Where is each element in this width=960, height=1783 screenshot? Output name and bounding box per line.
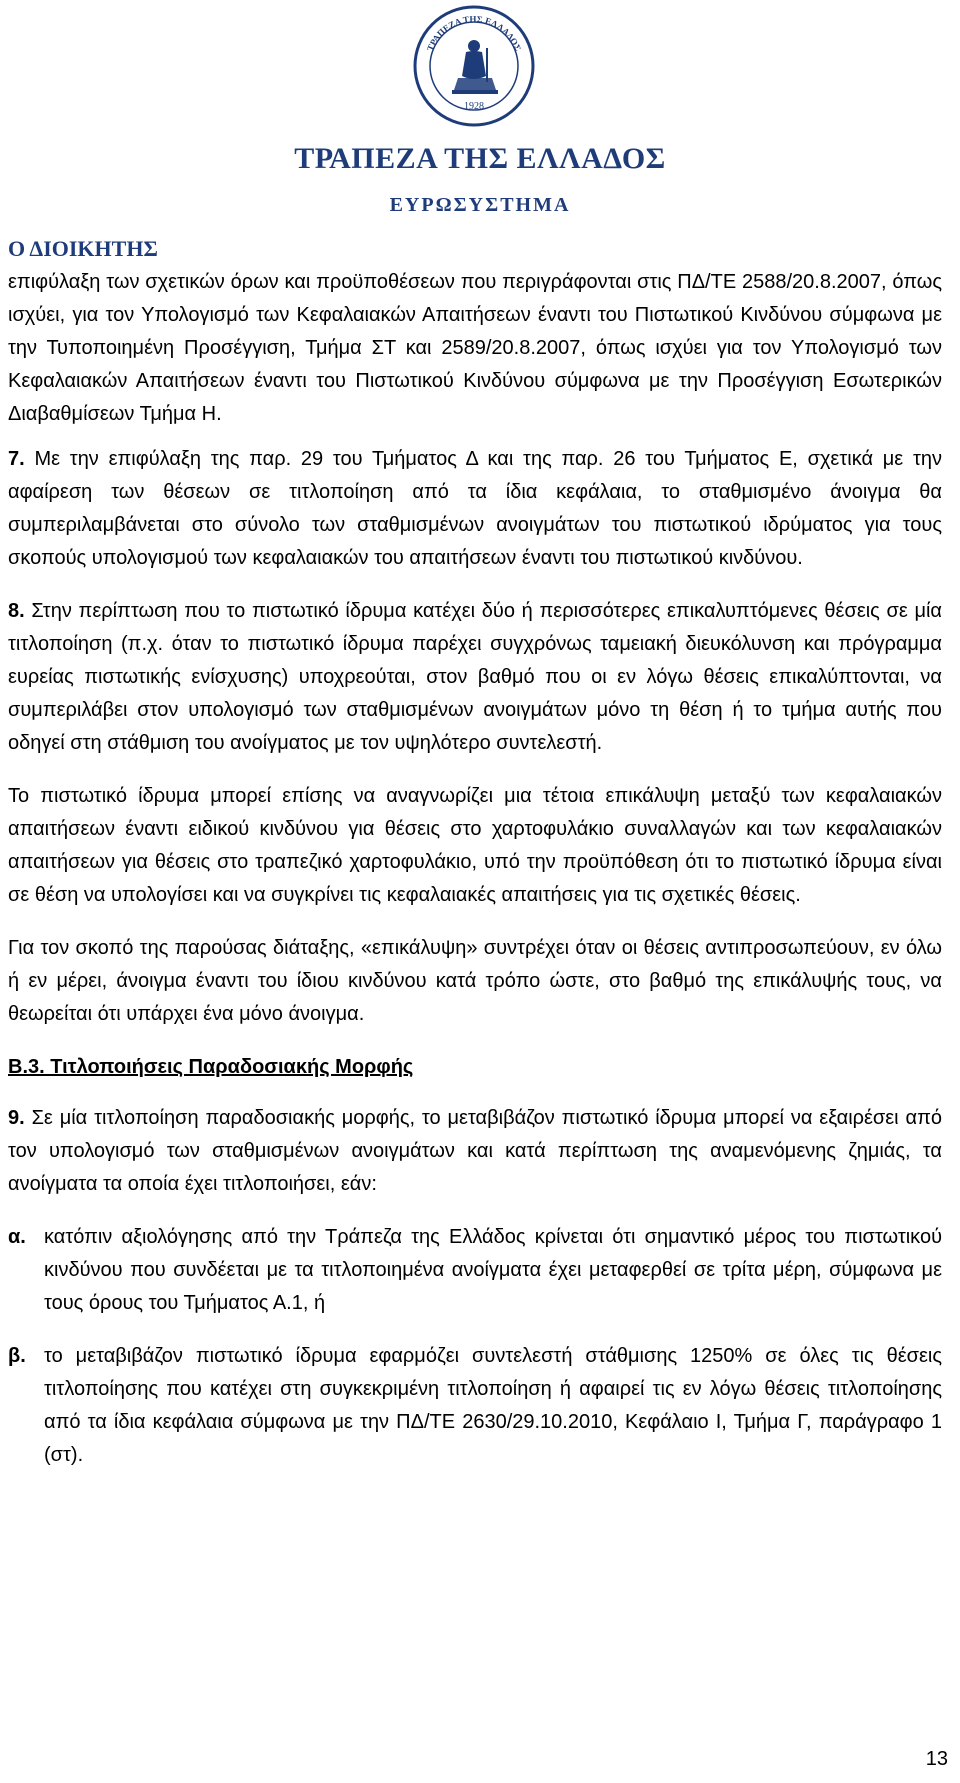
paragraph-number: 8. (8, 600, 25, 622)
list-text: κατόπιν αξιολόγησης από την Τράπεζα της Ελλάδος κρίνεται ότι σημαντικό μέρος του πιστωτικού κινδύνου που συνδέεται με τα τιτλοποιημένα ανοίγματα έχει μεταφερθεί σε τρίτα μέρη, σύμφωνα με τους όρους του Τμήματος Α.1, ή (44, 1226, 942, 1314)
paragraph-continuation: επιφύλαξη των σχετικών όρων και προϋποθέσεων που περιγράφονται στις ΠΔ/ΤΕ 2588/20.8.2007, όπως ισχύει, για τον Υπολογισμό των Κεφαλαιακών Απαιτήσεων έναντι του Πιστωτικού Κινδύνου σύμφωνα με την Τυποποιημένη Προσέγγιση, Τμήμα ΣΤ και 2589/20.8.2007, όπως ισχύει για τον Υπολογισμό των Κεφαλαιακών Απαιτήσεων έναντι του Πιστωτικού Κινδύνου σύμφωνα με την Προσέγγιση Εσωτερικών Διαβαθμίσεων Τμήμα Η. (8, 271, 942, 425)
paragraph-number: 7. (8, 448, 25, 470)
seal-arc-text: ΤΡΑΠΕΖΑ ΤΗΣ ΕΛΛΑΔΟΣ (424, 13, 524, 53)
paragraph-text: Στην περίπτωση που το πιστωτικό ίδρυμα κατέχει δύο ή περισσότερες επικαλυπτόμενες θέσεις σε μία τιτλοποίηση (π.χ. όταν το πιστωτικό ίδρυμα παρέχει συγχρόνως ταμειακή διευκόλυνση και πρόγραμμα ευρείας πιστωτικής ενίσχυσης) υποχρεούται, στον βαθμό που οι εν λόγω θέσεις επικαλύπτονται, να συμπεριλάβει στον υπολογισμό των σταθμισμένων ανοιγμάτων μόνο τη θέση ή το τμήμα αυτής που οδηγεί στη στάθμιση του ανοίγματος με τον υψηλότερο συντελεστή. (8, 600, 942, 754)
paragraph-8-continued: Το πιστωτικό ίδρυμα μπορεί επίσης να αναγνωρίζει μια τέτοια επικάλυψη μεταξύ των κεφαλαιακών απαιτήσεων έναντι ειδικού κινδύνου για θέσεις στο χαρτοφυλάκιο συναλλαγών και των κεφαλαιακών απαιτήσεων για θέσεις στο τραπεζικό χαρτοφυλάκιο, υπό την προϋπόθεση ότι το πιστωτικό ίδρυμα είναι σε θέση να υπολογίσει και να συγκρίνει τις κεφαλαιακές απαιτήσεις για τις σχετικές θέσεις. (8, 785, 942, 906)
governor-title: Ο ΔΙΟΙΚΗΤΗΣ (8, 236, 158, 261)
paragraph-text: Με την επιφύλαξη της παρ. 29 του Τμήματος Δ και της παρ. 26 του Τμήματος Ε, σχετικά με την αφαίρεση των θέσεων σε τιτλοποίηση από τα ίδια κεφάλαια, το σταθμισμένο άνοιγμα θα συμπεριλαμβάνεται στο σύνολο των σταθμισμένων ανοιγμάτων του πιστωτικού ιδρύματος για τους σκοπούς υπολογισμού των κεφαλαιακών του απαιτήσεων έναντι του πιστωτικού κινδύνου. (8, 448, 942, 569)
list-marker: β. (8, 1345, 26, 1367)
paragraph-number: 9. (8, 1107, 25, 1129)
list-marker: α. (8, 1226, 26, 1248)
paragraph-7 (8, 443, 942, 575)
section-heading: Β.3. Τιτλοποιήσεις Παραδοσιακής Μορφής (8, 1056, 414, 1078)
list-text: το μεταβιβάζον πιστωτικό ίδρυμα εφαρμόζει συντελεστή στάθμισης 1250% σε όλες τις θέσεις τιτλοποίησης που κατέχει στη συγκεκριμένη τιτλοποίηση ή αφαιρεί τις εν λόγω θέσεις τιτλοποίησης από τα ίδια κεφάλαια σύμφωνα με την ΠΔ/ΤΕ 2630/29.10.2010, Κεφάλαιο Ι, Τμήμα Γ, παράγραφο 1 (στ). (44, 1345, 942, 1466)
bank-name: ΤΡΑΠΕΖΑ ΤΗΣ ΕΛΛΑΔΟΣ (294, 142, 666, 175)
bank-subtitle: ΕΥΡΩΣΥΣΤΗΜΑ (389, 194, 571, 216)
list-item (8, 1340, 942, 1472)
page-number: 13 (925, 1748, 948, 1770)
paragraph-text: Σε μία τιτλοποίηση παραδοσιακής μορφής, το μεταβιβάζον πιστωτικό ίδρυμα μπορεί να εξαιρέσει από τον υπολογισμό των σταθμισμένων ανοιγμάτων και κατά περίπτωση της αναμενόμενης ζημιάς, τα ανοίγματα τα οποία έχει τιτλοποιήσει, εάν: (8, 1107, 942, 1195)
seal-year: 1928 (464, 101, 484, 112)
list-item (8, 1221, 942, 1320)
paragraph-overlap-definition: Για τον σκοπό της παρούσας διάταξης, «επικάλυψη» συντρέχει όταν οι θέσεις αντιπροσωπεύουν, εν όλω ή εν μέρει, άνοιγμα έναντι του ίδιου κινδύνου κατά τρόπο ώστε, στο βαθμό της επικάλυψής τους, να θεωρείται ότι υπάρχει ένα μόνο άνοιγμα. (8, 937, 942, 1025)
document-body (8, 266, 942, 1492)
paragraph-8 (8, 595, 942, 760)
bank-seal-logo (412, 4, 536, 128)
letterhead (0, 0, 960, 220)
paragraph-9 (8, 1102, 942, 1201)
